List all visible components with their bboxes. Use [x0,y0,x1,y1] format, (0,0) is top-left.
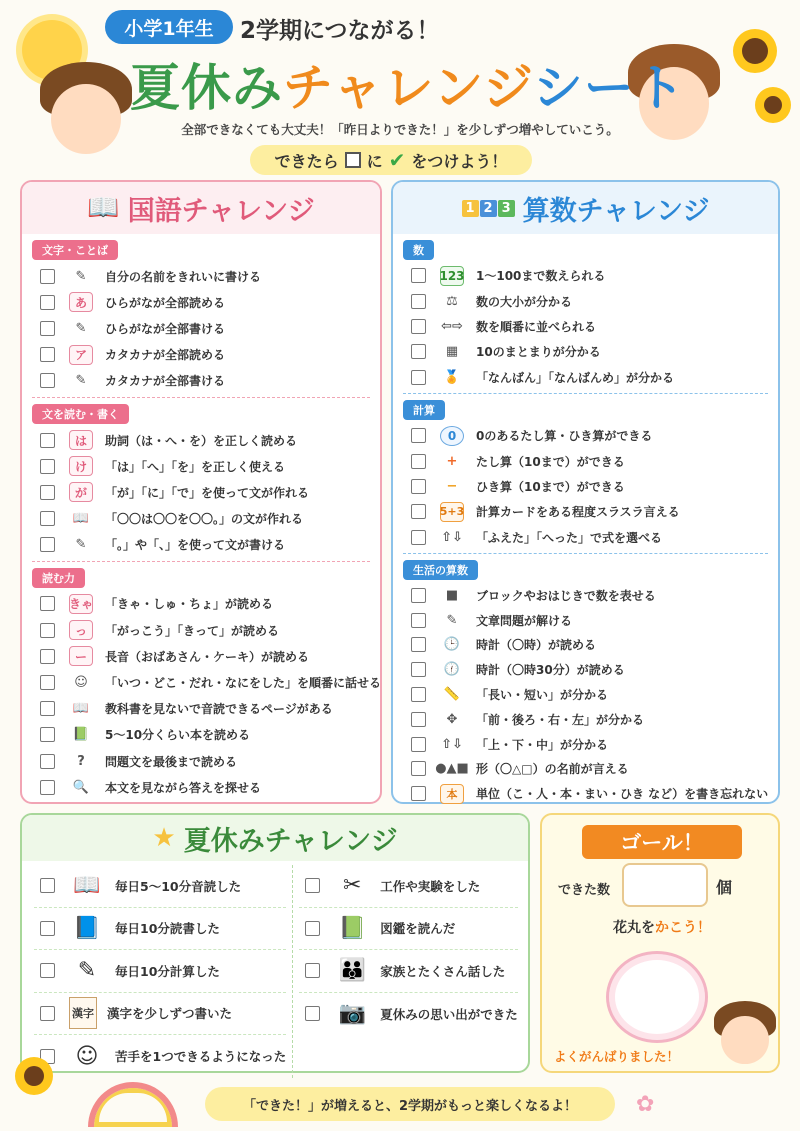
item-text: 「なんばん」「なんばんめ」が分かる [476,370,675,385]
rainbow-illustration [88,1082,178,1127]
check-hint [250,145,532,175]
item-text: 助詞（は・へ・を）を正しく読める [105,433,298,448]
flower-text-prefix: 花丸を [613,920,655,936]
item-text: 長音（おばあさん・ケーキ）が読める [105,649,310,664]
checkbox[interactable] [40,1049,55,1064]
item-text: 形（〇△□）の名前が言える [476,762,629,777]
item-icon: は [69,430,93,450]
checkbox[interactable] [40,373,55,388]
checklist-item [22,774,380,800]
checklist-item [393,474,778,499]
item-text: 「は」「へ」「を」を正しく使える [105,459,286,474]
checklist-item [22,643,380,669]
grade-badge: 小学1年生 [105,10,233,44]
checkbox[interactable] [40,675,55,690]
item-icon: 📏 [443,686,461,702]
item-icon: ⇧⇩ [441,736,463,752]
checkbox[interactable] [411,637,426,652]
summer-item-icon: 👪 [338,958,366,984]
checkbox[interactable] [40,537,55,552]
checklist-item [393,608,778,633]
kokugo-header [22,182,380,234]
section-divider [32,397,370,398]
item-text: 自分の名前をきれいに書ける [105,269,262,284]
checklist-item [22,669,380,695]
checkbox[interactable] [40,269,55,284]
checklist-item [22,696,380,722]
item-text: ひらがなが全部読める [105,295,226,310]
book-icon: 📖 [87,193,120,223]
checkbox[interactable] [411,370,426,385]
checkbox[interactable] [411,268,426,283]
item-icon: ? [77,753,85,769]
item-text: 数の大小が分かる [476,294,573,309]
checklist-item [393,781,778,806]
item-text: 本文を見ながら答えを探せる [105,780,262,795]
sansu-header [393,182,778,234]
item-icon: っ [69,620,93,640]
summer-item [299,950,518,993]
summer-item-text: 夏休みの思い出ができた [380,1006,518,1022]
checklist [22,263,380,394]
checkbox[interactable] [40,295,55,310]
item-text: 10のまとまりが分かる [476,345,601,360]
checkbox[interactable] [40,511,55,526]
checklist-item [22,453,380,479]
kokugo-sections [22,234,380,800]
goal-flower-text [552,917,772,937]
summer-item-icon: ✂ [342,873,362,899]
checkbox[interactable] [411,294,426,309]
item-icon: ●▲■ [435,761,469,777]
section-label: 計算 [403,400,445,420]
sansu-sections [393,234,778,806]
checklist-item [393,732,778,757]
item-text: 「ふえた」「へった」で式を選べる [476,530,663,545]
checkbox[interactable] [411,662,426,677]
item-icon: 5+3 [440,502,464,522]
item-icon: ⇧⇩ [441,529,463,545]
checkbox[interactable] [40,433,55,448]
summer-item-text: 毎日5～10分音読した [115,878,242,894]
item-text: 「長い・短い」が分かる [476,687,609,702]
summer-title: 夏休みチャレンジ [183,825,398,857]
checkbox[interactable] [411,479,426,494]
item-text: カタカナが全部書ける [105,374,226,389]
item-text: 「上・下・中」が分かる [476,737,609,752]
item-text: 「いつ・どこ・だれ・なにをした」を順番に話せる [105,676,382,691]
kokugo-title: 国語チャレンジ [127,195,315,227]
checkbox[interactable] [40,878,55,893]
item-icon: ✎ [75,320,87,336]
checklist-item [22,748,380,774]
item-icon: ▦ [445,344,459,360]
checkbox[interactable] [305,921,320,936]
item-text: 単位（こ・人・本・まい・ひき など）を書き忘れない [476,787,769,802]
checklist-item [393,657,778,682]
checklist-item [22,368,380,394]
item-icon: が [69,482,93,502]
block-1: 1 [462,200,479,217]
checkbox[interactable] [411,588,426,603]
summer-item-text: 毎日10分計算した [115,963,220,979]
item-text: ひらがなが全部書ける [105,321,226,336]
checkbox[interactable] [411,428,426,443]
checklist-item [393,682,778,707]
item-icon: ■ [445,587,459,603]
item-text: たし算（10まで）ができる [476,454,625,469]
checkbox[interactable] [40,485,55,500]
checkbox[interactable] [411,454,426,469]
checklist-item [393,423,778,448]
item-text: ブロックやおはじきで数を表せる [476,588,656,603]
item-text: 教科書を見ないで音読できるページがある [105,702,333,717]
item-icon: ✥ [446,711,458,727]
summer-item-icon: 📗 [338,915,366,941]
summer-header [22,815,528,861]
item-icon: あ [69,292,93,312]
item-text: カタカナが全部読める [105,348,226,363]
summer-item [299,908,518,951]
item-icon: 本 [440,784,464,804]
section-label: 文を読む・書く [32,404,129,424]
item-icon: け [69,456,93,476]
checkbox-icon [345,152,361,168]
item-text: 「きゃ・しゅ・ちょ」が読める [105,597,274,612]
goal-count-input[interactable] [622,863,708,907]
checkbox[interactable] [411,530,426,545]
summer-item [34,865,286,908]
number-blocks-icon [462,200,515,217]
item-text: 「〇〇は〇〇を〇〇。」の文が作れる [105,512,304,527]
item-text: ひき算（10まで）ができる [476,479,625,494]
title-part-3: シート [532,59,686,117]
item-text: 時計（〇時30分）が読める [476,663,625,678]
kokugo-panel [20,180,382,804]
item-text: 1～100まで数えられる [476,269,606,284]
item-text: 0のあるたし算・ひき算ができる [476,429,653,444]
item-icon: 📗 [72,727,90,743]
sunflower-illustration [764,96,782,114]
checkbox[interactable] [40,459,55,474]
item-text: 問題文を最後まで読める [105,754,238,769]
item-icon: − [446,478,458,494]
item-icon: ⚖ [446,293,458,309]
summer-item-icon: ✎ [77,958,97,984]
item-icon: 🔍 [72,779,90,795]
summer-columns [22,861,528,1078]
checklist [393,583,778,806]
block-2: 2 [480,200,497,217]
checkbox[interactable] [40,963,55,978]
item-icon: ⇦⇨ [441,318,463,334]
summer-item-icon: ☺ [75,1043,99,1069]
item-text: 「。」や「、」を使って文が書ける [105,538,286,553]
title-part-2: チャレンジ [283,59,533,117]
star-icon: ★ [152,823,176,853]
item-icon: ✎ [75,537,87,553]
checkbox[interactable] [40,754,55,769]
checklist-item [22,342,380,368]
checklist-item [393,633,778,658]
checklist-item [393,525,778,550]
section-label: 読む力 [32,568,85,588]
checkbox[interactable] [40,596,55,611]
summer-item-text: 毎日10分読書した [115,921,220,937]
checkbox[interactable] [40,623,55,638]
item-icon: 📖 [72,511,90,527]
summer-item-icon: 📘 [73,915,101,941]
hanamaru-drawing-area[interactable] [606,951,708,1043]
item-text: 「前・後ろ・右・左」が分かる [476,712,645,727]
checkbox[interactable] [411,786,426,801]
summer-item-text: 漢字を少しずつ書いた [107,1006,233,1022]
item-icon: ✎ [75,373,87,389]
checkbox[interactable] [40,727,55,742]
checkbox[interactable] [40,347,55,362]
summer-item-icon: 📷 [338,1001,366,1027]
item-icon: ☺ [74,675,88,691]
sunflower-illustration [742,38,768,64]
checkbox[interactable] [305,1006,320,1021]
sunflower-illustration [24,1066,44,1086]
checklist-item [22,427,380,453]
section-divider [403,553,768,554]
checklist [393,263,778,390]
checklist-item [393,756,778,781]
item-text: 「がっこう」「きって」が読める [105,623,280,638]
item-icon: ア [69,345,93,365]
checkbox[interactable] [40,780,55,795]
checkbox[interactable] [411,613,426,628]
checkbox[interactable] [411,737,426,752]
summer-item-icon: 漢字 [69,997,97,1029]
summer-item [34,908,286,951]
summer-item [299,865,518,908]
goal-count-unit: 個 [716,878,733,897]
checklist [22,591,380,801]
checklist-item [22,289,380,315]
summer-item-icon: 📖 [73,873,101,899]
item-icon: 📖 [72,701,90,717]
item-icon: ー [69,646,93,666]
checklist-item [22,506,380,532]
checklist-item [393,314,778,339]
summer-item [34,950,286,993]
checklist-item [393,583,778,608]
hint-prefix: できたら [274,151,339,171]
item-text: 計算カードをある程度スラスラ言える [476,505,680,520]
checklist-item [22,479,380,505]
item-icon: 🏅 [443,369,461,385]
item-icon: 🕧 [443,662,461,678]
block-3: 3 [498,200,515,217]
goal-ribbon: ゴール！ [582,825,742,859]
checkbox[interactable] [411,344,426,359]
checklist-item [393,263,778,288]
checklist-item [393,448,778,473]
checklist-item [22,315,380,341]
checklist-item [393,499,778,524]
checkbox[interactable] [40,1006,55,1021]
goal-panel [540,813,780,1073]
summer-panel [20,813,530,1073]
checklist-item [22,591,380,617]
checklist [393,423,778,550]
checkbox[interactable] [411,319,426,334]
lead-text: 全部できなくても大丈夫！「昨日よりできた！」を少しずつ増やしていこう。 [181,122,619,137]
title-part-1: 夏休み [130,59,283,117]
item-text: 文章問題が解ける [476,613,573,628]
checkbox[interactable] [40,321,55,336]
section-label: 数 [403,240,434,260]
checklist-item [22,617,380,643]
flower-icon: ✿ [636,1092,655,1117]
checklist-item [22,532,380,558]
summer-item-text: 家族とたくさん話した [380,963,506,979]
item-text: 「が」「に」「で」を使って文が作れる [105,485,310,500]
section-label: 文字・ことば [32,240,118,260]
checklist-item [22,722,380,748]
goal-praise: よくがんばりました！ [554,1049,680,1064]
checkbox[interactable] [411,712,426,727]
checkbox[interactable] [40,921,55,936]
checkbox[interactable] [411,687,426,702]
checkbox[interactable] [411,504,426,519]
flower-text-emphasis: かこう！ [655,920,711,936]
item-text: 時計（〇時）が読める [476,638,597,653]
checklist-item [393,707,778,732]
section-label: 生活の算数 [403,560,478,580]
footer-banner: 「できた！」が増えると、2学期がもっと楽しくなるよ！ [205,1087,615,1121]
sansu-panel [391,180,780,804]
checklist-item [22,263,380,289]
item-text: 数を順番に並べられる [476,319,597,334]
summer-item [34,1035,286,1078]
summer-item-text: 図鑑を読んだ [380,921,456,937]
summer-left-column [34,865,286,1078]
subtitle: 2学期につながる！ [240,18,440,44]
page-title [130,48,686,120]
checkbox[interactable] [305,963,320,978]
checklist-item [393,339,778,364]
hint-suffix: をつけよう！ [411,151,508,171]
checklist-item [393,365,778,390]
item-icon: 123 [440,266,464,286]
item-icon: ✎ [75,268,87,284]
checklist [22,427,380,558]
item-icon: きゃ [69,594,93,614]
summer-item [34,993,286,1036]
checkmark-icon: ✔ [388,148,406,172]
boy-illustration [40,62,132,162]
summer-item-text: 苦手を1つできるようになった [115,1049,287,1065]
item-icon: + [446,453,458,469]
checkbox[interactable] [411,761,426,776]
summer-item-text: 工作や実験をした [380,878,481,894]
item-text: 5～10分くらい本を読める [105,728,251,743]
checkbox[interactable] [305,878,320,893]
hint-middle: に [366,151,383,171]
checklist-item [393,288,778,313]
checkbox[interactable] [40,649,55,664]
item-icon: 🕒 [443,637,461,653]
item-icon: ✎ [446,612,458,628]
summer-item [299,993,518,1036]
section-divider [32,561,370,562]
item-icon: 0 [440,426,464,446]
goal-count-label: できた数 [558,883,611,898]
boy-cheering-illustration [714,1001,776,1069]
section-divider [403,393,768,394]
summer-right-column [292,865,518,1078]
sansu-title: 算数チャレンジ [522,195,710,227]
checkbox[interactable] [40,701,55,716]
